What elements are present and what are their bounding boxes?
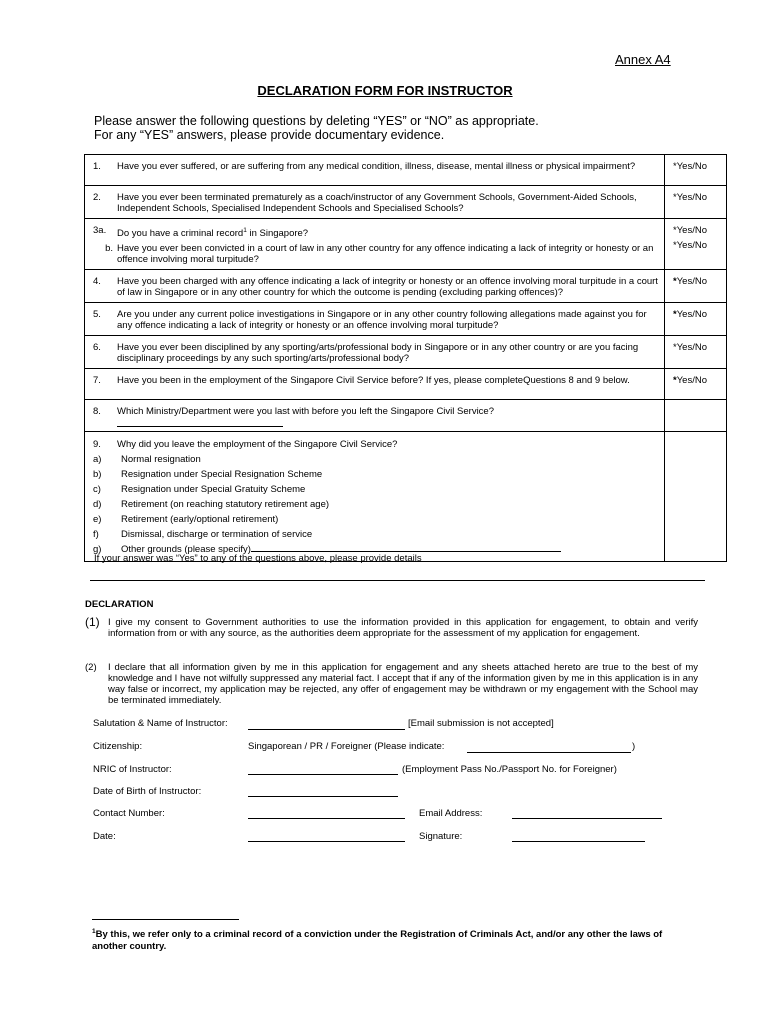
question-number: 5.: [93, 309, 101, 321]
question-number: 2.: [93, 192, 101, 203]
question-number: 4.: [93, 276, 101, 288]
answer-cell: [665, 400, 727, 432]
question-number: 6.: [93, 342, 101, 354]
reason-option-d[interactable]: d) Retirement (on reaching statutory retirement age): [93, 499, 330, 511]
email-address-label: Email Address:: [419, 808, 483, 819]
answer-yes-no[interactable]: *Yes/No: [673, 240, 707, 251]
contact-number-label: Contact Number:: [93, 808, 165, 819]
question-text: Have you ever been terminated prematurely as a coach/instructor of any Government Schools, Government-Aided Schools, Independent Schools, Specialised Independent Schools and Specialised Schools?: [117, 192, 637, 214]
reason-option-c[interactable]: c) Resignation under Special Gratuity Scheme: [93, 484, 306, 496]
declaration-item-number: (2): [85, 662, 97, 673]
question-row-6: [85, 336, 727, 369]
question-number: 7.: [93, 375, 101, 387]
question-row-9: [85, 432, 727, 562]
question-text: Why did you leave the employment of the Singapore Civil Service?: [117, 439, 398, 451]
instruction-line-2: For any “YES” answers, please provide documentary evidence.: [94, 128, 445, 142]
question-number: 1.: [93, 161, 101, 172]
declaration-consent-text: I give my consent to Government authorities to use the information provided in this application for engagement, to obtain and verify information from or with any source, as the authorities deem appropriate for the assessment of my application for engagement.: [108, 617, 698, 639]
question-number: b.: [105, 243, 113, 255]
footnote-ref: 1: [243, 227, 247, 234]
questions-table: [84, 154, 727, 562]
contact-number-field[interactable]: [248, 818, 405, 819]
signature-field[interactable]: [512, 841, 645, 842]
reason-option-e[interactable]: e) Retirement (early/optional retirement): [93, 514, 279, 526]
form-instructions: [94, 114, 539, 142]
date-label: Date:: [93, 831, 116, 842]
annex-label: Annex A4: [615, 52, 671, 67]
question-number: 8.: [93, 406, 101, 418]
form-title: DECLARATION FORM FOR INSTRUCTOR: [257, 83, 513, 98]
answer-yes-no[interactable]: *Yes/No: [665, 369, 727, 400]
footnote-separator: [92, 919, 239, 920]
answer-yes-no[interactable]: *Yes/No: [665, 270, 727, 303]
other-grounds-line[interactable]: [251, 542, 561, 552]
reason-option-b[interactable]: b) Resignation under Special Resignation Scheme: [93, 469, 323, 481]
reason-option-g[interactable]: g) Other grounds (please specify): [89, 542, 660, 557]
answer-yes-no[interactable]: *Yes/No: [665, 186, 727, 219]
nric-field[interactable]: [248, 774, 398, 775]
citizenship-options: Singaporean / PR / Foreigner (Please indicate:: [248, 741, 445, 752]
question-text: Have you ever suffered, or are suffering from any medical condition, illness, disease, mental illness or physical impairment?: [117, 161, 636, 172]
question-text: Are you under any current police investigations in Singapore or in any other country following allegations made against you for any offence indicating a lack of integrity or honesty or an offence involving moral turpitude?: [117, 309, 647, 332]
dob-field[interactable]: [248, 796, 398, 797]
date-field[interactable]: [248, 841, 405, 842]
question-row-3: [85, 219, 727, 270]
nric-note: (Employment Pass No./Passport No. for Foreigner): [402, 764, 617, 775]
question-row-5: [85, 303, 727, 336]
declaration-truth-text: I declare that all information given by me in this application for engagement and any sheets attached hereto are true to the best of my knowledge and I have not wilfully suppressed any material fact. I accept that if any of the information given by me in this application is in any way false or incorrect, my application may be rejected, any offer of engagement may be withdrawn or my engagement with the School may be terminated immediately.: [108, 662, 698, 706]
question-text: Have you ever been disciplined by any sporting/arts/professional body in Singapore or in any other country or are you facing disciplinary proceedings by any such sporting/arts/professional body?: [117, 342, 639, 365]
question-row-7: [85, 369, 727, 400]
answer-yes-no[interactable]: *Yes/No: [665, 336, 727, 369]
reason-option-a[interactable]: a) Normal resignation: [93, 454, 201, 466]
footnote: [92, 926, 692, 953]
question-number: 3a.: [93, 225, 107, 236]
nric-label: NRIC of Instructor:: [93, 764, 172, 775]
answer-yes-no[interactable]: *Yes/No: [673, 225, 707, 236]
footnote-text: By this, we refer only to a criminal record of a conviction under the Registration of Criminals Act, and/or any other the laws of another country.: [92, 929, 663, 953]
declaration-item-number: (1): [85, 615, 100, 629]
citizenship-label: Citizenship:: [93, 741, 143, 752]
dob-label: Date of Birth of Instructor:: [93, 786, 202, 797]
email-address-field[interactable]: [512, 818, 662, 819]
reason-option-f[interactable]: f) Dismissal, discharge or termination of service: [93, 529, 313, 541]
question-row-2: [85, 186, 727, 219]
question-row-8: [85, 400, 727, 432]
question-text: Do you have a criminal record$^1$ in Singapore?: [117, 227, 309, 240]
answer-yes-no[interactable]: *Yes/No: [665, 155, 727, 186]
question-text: Have you been in the employment of the Singapore Civil Service before? If yes, please completeQuestions 8 and 9 below.: [117, 375, 630, 387]
question-number: 9.: [93, 439, 101, 451]
details-prompt: If your answer was “Yes” to any of the questions above, please provide details: [94, 553, 422, 564]
declaration-heading: DECLARATION: [85, 599, 154, 610]
salutation-name-field[interactable]: [248, 729, 405, 730]
answer-yes-no[interactable]: *Yes/No: [665, 303, 727, 336]
email-submission-note: [Email submission is not accepted]: [408, 718, 554, 729]
signature-label: Signature:: [419, 831, 463, 842]
question-text: Have you been charged with any offence indicating a lack of integrity or honesty or an offence involving moral turpitude in a court of law in Singapore or in any other country for which the outcome is pending (excluding parking offences)?: [117, 276, 658, 299]
citizenship-close-paren: ): [632, 741, 636, 752]
ministry-answer-line[interactable]: [117, 417, 283, 427]
question-row-4: [85, 270, 727, 303]
instruction-line-1: Please answer the following questions by deleting “YES” or “NO” as appropriate.: [94, 114, 539, 128]
footnote-marker: 1: [92, 928, 96, 935]
salutation-label: Salutation & Name of Instructor:: [93, 718, 228, 729]
question-text: Have you ever been convicted in a court of law in any other country for any offence indicating a lack of integrity or honesty or an offence involving moral turpitude?: [117, 243, 654, 266]
answer-cell: [665, 432, 727, 562]
question-row-1: [85, 155, 727, 186]
details-answer-line[interactable]: [90, 580, 705, 581]
citizenship-field[interactable]: [467, 752, 631, 753]
question-text: Which Ministry/Department were you last with before you left the Singapore Civil Service?: [117, 406, 494, 418]
